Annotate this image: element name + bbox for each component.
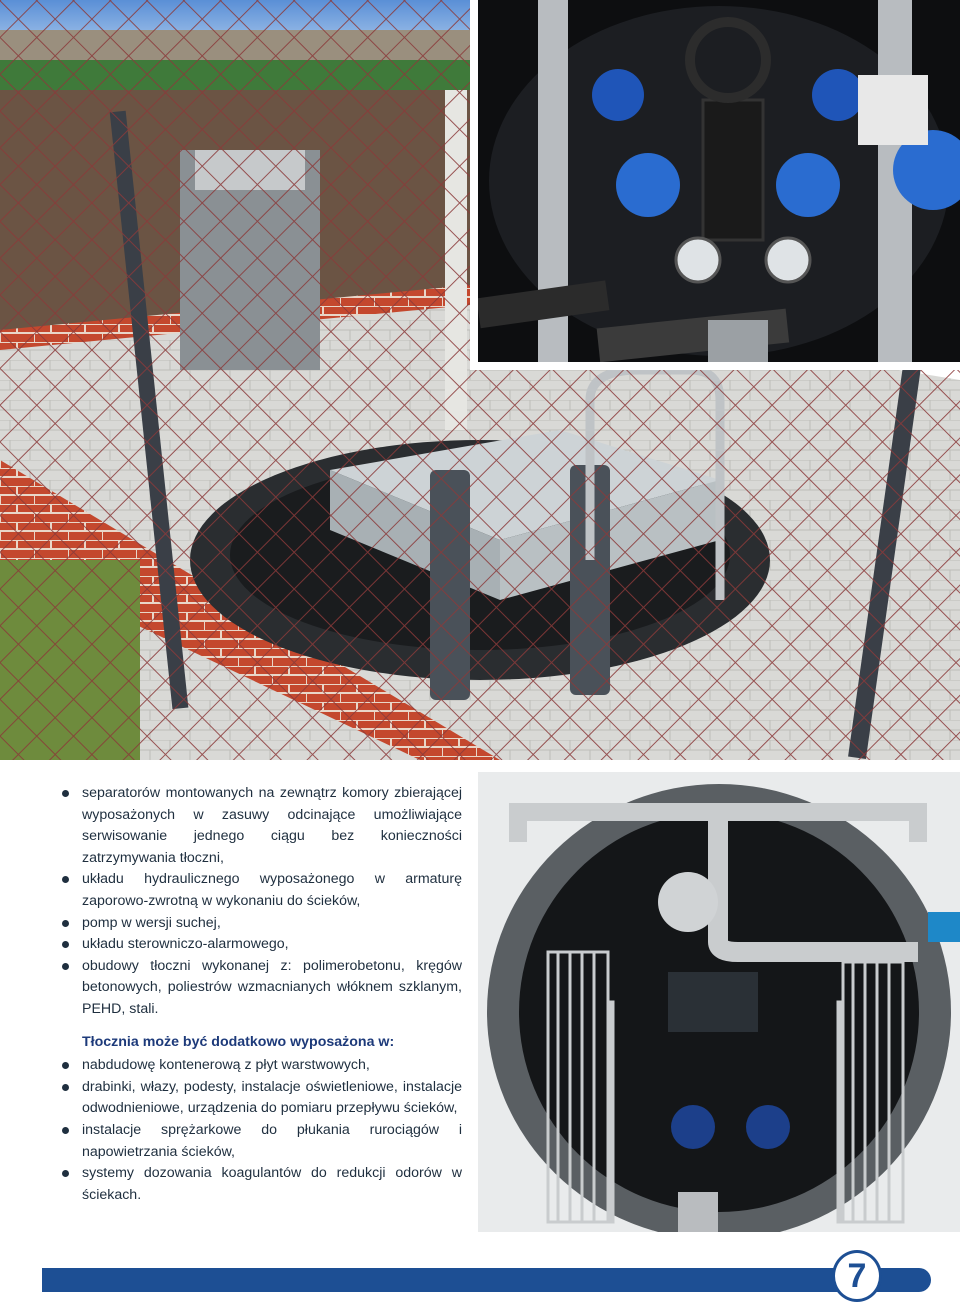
features-list: [60, 783, 462, 1021]
list-item: układu sterowniczo-alarmowego,: [60, 934, 462, 956]
list-item: obudowy tłoczni wykonanej z: polimerobetonu, kręgów betonowych, poliestrów wzmacnianych włóknem szklanym, PEHD, stali.: [60, 956, 462, 1021]
list-item: układu hydraulicznego wyposażonego w armaturę zaporowo-zwrotną w wykonaniu do ścieków,: [60, 869, 462, 912]
page-number: 7: [832, 1250, 882, 1302]
pump-well-photo: [478, 772, 960, 1232]
list-item: pomp w wersji suchej,: [60, 913, 462, 935]
valve-chamber-photo: [470, 0, 960, 370]
list-item: instalacje sprężarkowe do płukania rurociągów i napowietrzania ścieków,: [60, 1120, 462, 1163]
list-item: nabdudowę kontenerową z płyt warstwowych,: [60, 1055, 462, 1077]
list-item: drabinki, włazy, podesty, instalacje oświetleniowe, instalacje odwodnieniowe, urządzenia do pomiaru przepływu ścieków,: [60, 1077, 462, 1120]
footer-bar: [42, 1268, 931, 1292]
list-item: separatorów montowanych na zewnątrz komory zbierającej wyposażonych w zasuwy odcinające umożliwiające serwisowanie jednego ciągu bez konieczności zatrzymywania tłoczni,: [60, 783, 462, 869]
options-heading: Tłocznia może być dodatkowo wyposażona w:: [82, 1033, 395, 1050]
options-list: [60, 1055, 462, 1206]
text-column: [60, 783, 462, 1206]
list-item: systemy dozowania koagulantów do redukcji odorów w ściekach.: [60, 1163, 462, 1206]
